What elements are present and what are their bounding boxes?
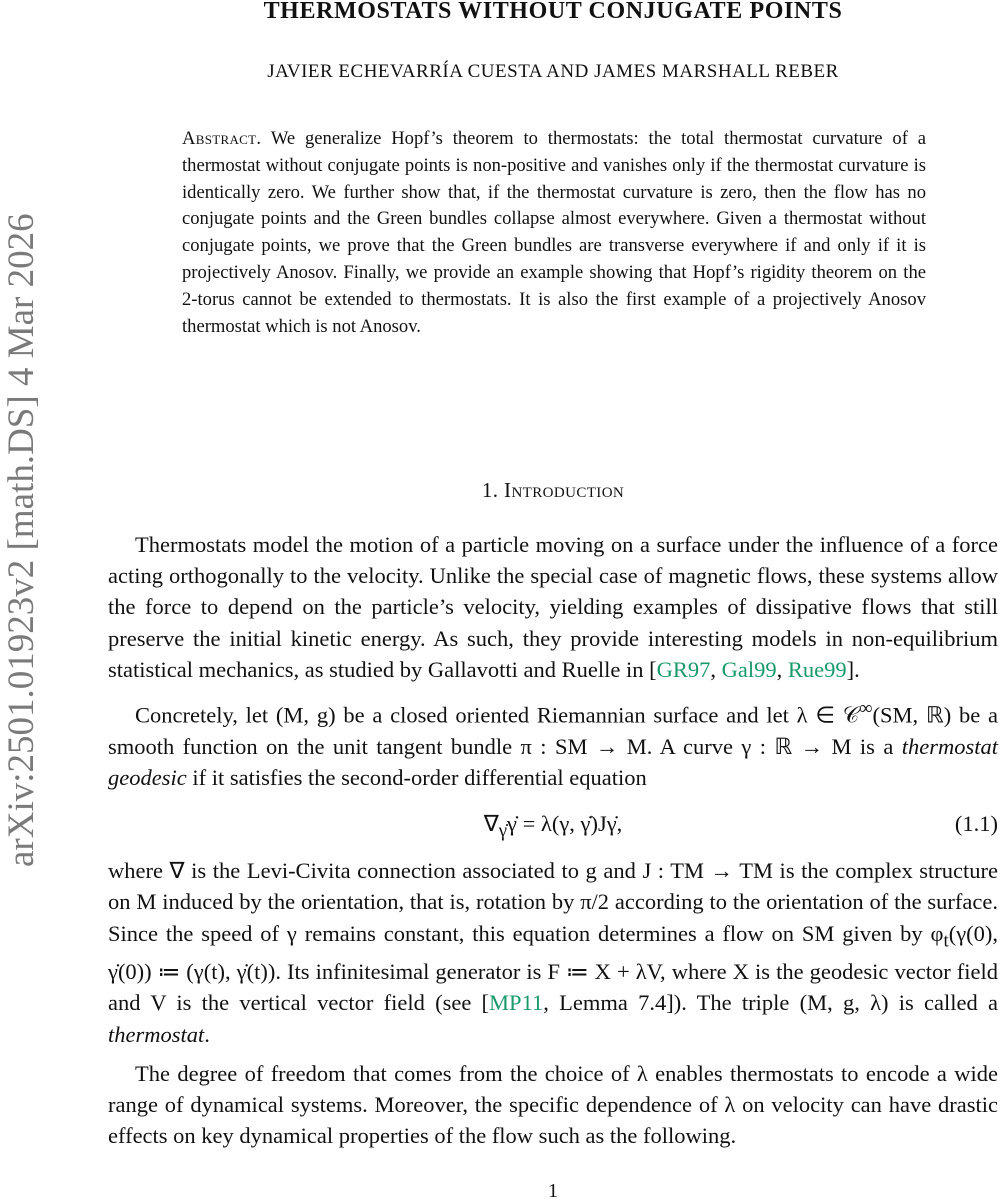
abstract (182, 126, 926, 340)
paper-title: THERMOSTATS WITHOUT CONJUGATE POINTS (263, 0, 843, 24)
arxiv-identifier: arXiv:2501.01923v2 [math.DS] 4 Mar 2026 (1, 213, 42, 867)
paragraph-1 (108, 529, 998, 685)
citation-gal99[interactable]: Gal99 (721, 656, 777, 682)
paragraph-3-part-d: . (204, 1021, 210, 1047)
equation-1-1 (108, 793, 998, 855)
citation-separator: , (710, 656, 722, 682)
citation-gr97[interactable]: GR97 (656, 656, 711, 682)
paragraph-2-part-c: if it satisfies the second-order differential equation (186, 764, 647, 790)
paragraph-3-subscript: t (943, 930, 949, 952)
paragraph-1-end: ]. (846, 656, 860, 682)
term-thermostat: thermostat (108, 1021, 205, 1047)
term-thermostat-geodesic: thermostat geodesic (108, 733, 998, 790)
citation-mp11[interactable]: MP11 (489, 990, 544, 1016)
citation-rue99[interactable]: Rue99 (787, 656, 847, 682)
paragraph-4: The degree of freedom that comes from the choice of λ enables thermostats to encode a wide range of dynamical systems. Moreover, the specific dependence of λ on velocity can have drastic effects on key dynamical properties of the flow such as the following. (108, 1060, 998, 1149)
paragraph-2-part-b: (SM, ℝ) be a smooth function on the unit tangent bundle π : SM → M. A curve γ : ℝ → M is a (108, 702, 998, 759)
paragraph-2-superscript: ∞ (859, 698, 873, 720)
paper-authors: JAVIER ECHEVARRÍA CUESTA AND JAMES MARSHALL REBER (267, 61, 839, 82)
page-number: 1 (548, 1180, 558, 1202)
paragraph-3-part-c: , Lemma 7.4]). The triple (M, g, λ) is called a (543, 990, 998, 1016)
equation-rhs: γ̇ = λ(γ, γ̇)Jγ̇, (507, 811, 623, 837)
equation-subscript: γ̇ (498, 820, 508, 842)
section-heading (0, 478, 1004, 503)
equation-body (108, 808, 998, 847)
equation-lhs: ∇ (483, 811, 499, 837)
paragraph-3-part-b: (γ(0), γ̇(0)) ≔ (γ(t), γ̇(t)). Its infinitesimal generator is F ≔ X + λV, where X is the geodesic vector field and V is the vertical vector field (see [ (108, 920, 998, 1016)
abstract-text: We generalize Hopf’s theorem to thermostats: the total thermostat curvature of a thermostat without conjugate points is non-positive and vanishes only if the thermostat curvature is identically zero. We further show that, if the thermostat curvature is zero, then the flow has no conjugate points and the Green bundles collapse almost everywhere. Given a thermostat without conjugate points, we prove that the Green bundles are transverse everywhere if and only if it is projectively Anosov. Finally, we provide an example showing that Hopf’s rigidity theorem on the 2-torus cannot be extended to thermostats. It is also the first example of a projectively Anosov thermostat which is not Anosov. (182, 128, 927, 337)
paragraph-2 (108, 693, 998, 793)
body-text (108, 529, 998, 1151)
abstract-label: Abstract. (182, 128, 262, 149)
section-number: 1. (481, 478, 499, 502)
paragraph-2-part-a: Concretely, let (M, g) be a closed oriented Riemannian surface and let λ ∈ 𝒞 (135, 702, 860, 728)
paragraph-3 (108, 855, 998, 1050)
equation-number: (1.1) (954, 811, 998, 837)
section-title: Introduction (504, 478, 625, 502)
paragraph-1-text: Thermostats model the motion of a particle moving on a surface under the influence of a force acting orthogonally to the velocity. Unlike the special case of magnetic flows, these systems allow the force to depend on the particle’s velocity, yielding examples of dissipative flows that still preserve the initial kinetic energy. As such, they provide interesting models in non-equilibrium statistical mechanics, as studied by Gallavotti and Ruelle in [ (108, 532, 998, 682)
paragraph-3-part-a: where ∇ is the Levi-Civita connection associated to g and J : TM → TM is the complex structure on M induced by the orientation, that is, rotation by π/2 according to the orientation of the surface. Since the speed of γ remains constant, this equation determines a flow on SM given by φ (108, 858, 998, 946)
citation-separator: , (776, 656, 788, 682)
